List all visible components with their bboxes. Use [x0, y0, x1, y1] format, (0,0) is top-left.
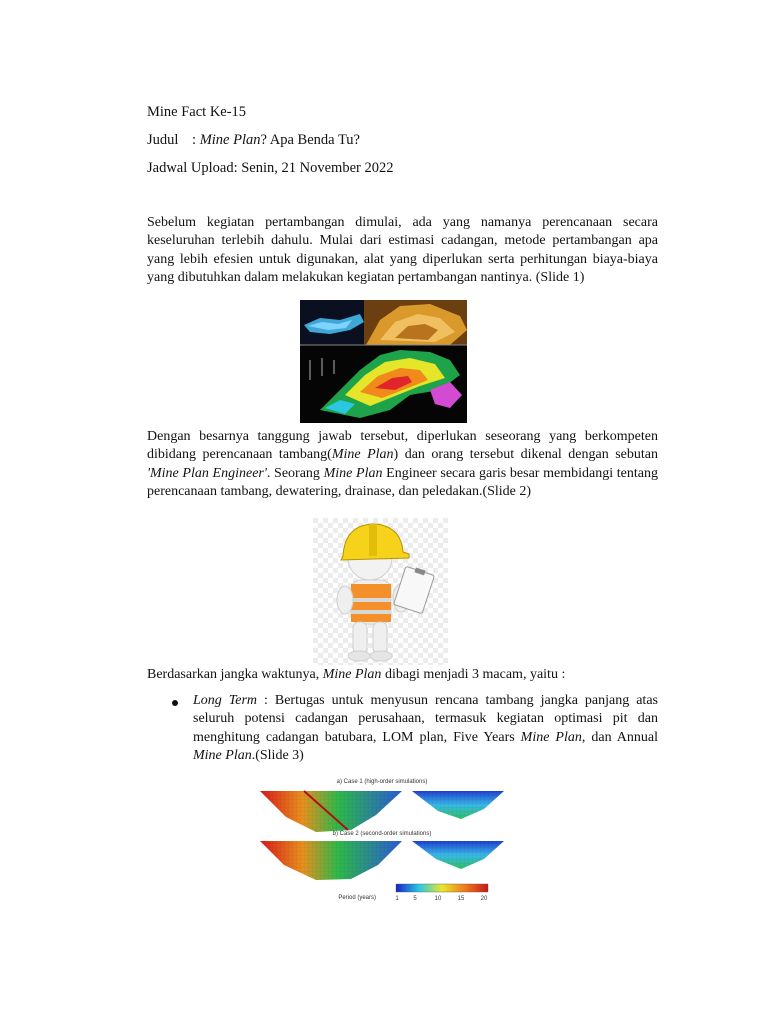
- para2-text-e: . Seorang: [266, 465, 324, 481]
- legend-label: Period (years): [338, 895, 376, 901]
- bullet1-italic-c: Mine Plan: [520, 729, 582, 745]
- legend-tick: 20: [480, 896, 488, 902]
- legend-colorbar: [396, 884, 488, 892]
- para2-text-a: Dengan besarnya tanggung jawab tersebut, diperlukan seseorang yang berkompeten dibidang perencanaan tambang(: [147, 429, 658, 463]
- bullet1-text-b: : Bertugas untuk menyusun rencana tambang jangka panjang atas seluruh potensi cadangan perusahaan, termasuk kegiatan optimasi pit dan menghitung cadangan batubara, LOM plan, Five Years: [193, 693, 658, 745]
- bullet-dot: [172, 700, 178, 706]
- bullet1-italic-a: Long Term: [193, 693, 258, 708]
- judul-sep: :: [188, 132, 200, 148]
- legend-tick: 10: [434, 896, 442, 902]
- case2-caption: b) Case 2 (second-order simulations): [332, 831, 432, 837]
- para2-italic-b: Mine Plan: [331, 447, 394, 463]
- para3-text-c: dibagi menjadi 3 macam, yaitu :: [381, 667, 566, 682]
- legend-tick: 5: [413, 896, 417, 902]
- paragraph-engineer: [147, 428, 658, 502]
- fact-title: Mine Fact Ke-15: [147, 104, 247, 120]
- bullet-long-term: [193, 692, 658, 766]
- legend-tick: 1: [395, 896, 399, 902]
- judul-label: Judul: [147, 132, 179, 148]
- paragraph-intro: Sebelum kegiatan pertambangan dimulai, ada yang namanya perencanaan secara keseluruhan terlebih dahulu. Mulai dari estimasi cadangan, metode pertambangan apa yang lebih efesien untuk digunakan, alat yang diperlukan serta perhitungan biaya-biaya yang dibutuhkan dalam melakukan kegiatan pertambangan nantinya. (Slide 1): [147, 215, 658, 286]
- paragraph-types: [147, 666, 565, 684]
- legend-tick: 15: [457, 896, 465, 902]
- judul-rest: ? Apa Benda Tu?: [260, 132, 360, 148]
- bullet1-italic-e: Mine Plan: [193, 748, 252, 764]
- para2-italic-f: Mine Plan: [323, 465, 383, 481]
- para3-italic-b: Mine Plan: [322, 667, 382, 682]
- para3-text-a: Berdasarkan jangka waktunya,: [147, 667, 323, 682]
- judul-italic: Mine Plan: [199, 132, 261, 148]
- para2-italic-d: 'Mine Plan Engineer': [147, 465, 267, 481]
- bullet1-text-f: .(Slide 3): [251, 748, 304, 764]
- jadwal-line: Jadwal Upload: Senin, 21 November 2022: [147, 160, 394, 176]
- para2-text-c: ) dan orang tersebut dikenal dengan sebutan: [393, 447, 658, 463]
- bullet1-text-d: , dan Annual: [581, 729, 659, 745]
- mine-model-image: [300, 300, 467, 423]
- engineer-figure-image: [313, 518, 448, 665]
- case1-caption: a) Case 1 (high-order simulations): [336, 779, 428, 785]
- para2-text-g: Engineer secara garis besar membidangi tentang perencanaan tambang, dewatering, drainase, dan peledakan.(Slide 2): [147, 465, 658, 500]
- pit-simulation-figure: [256, 775, 508, 905]
- judul-line: [147, 131, 360, 149]
